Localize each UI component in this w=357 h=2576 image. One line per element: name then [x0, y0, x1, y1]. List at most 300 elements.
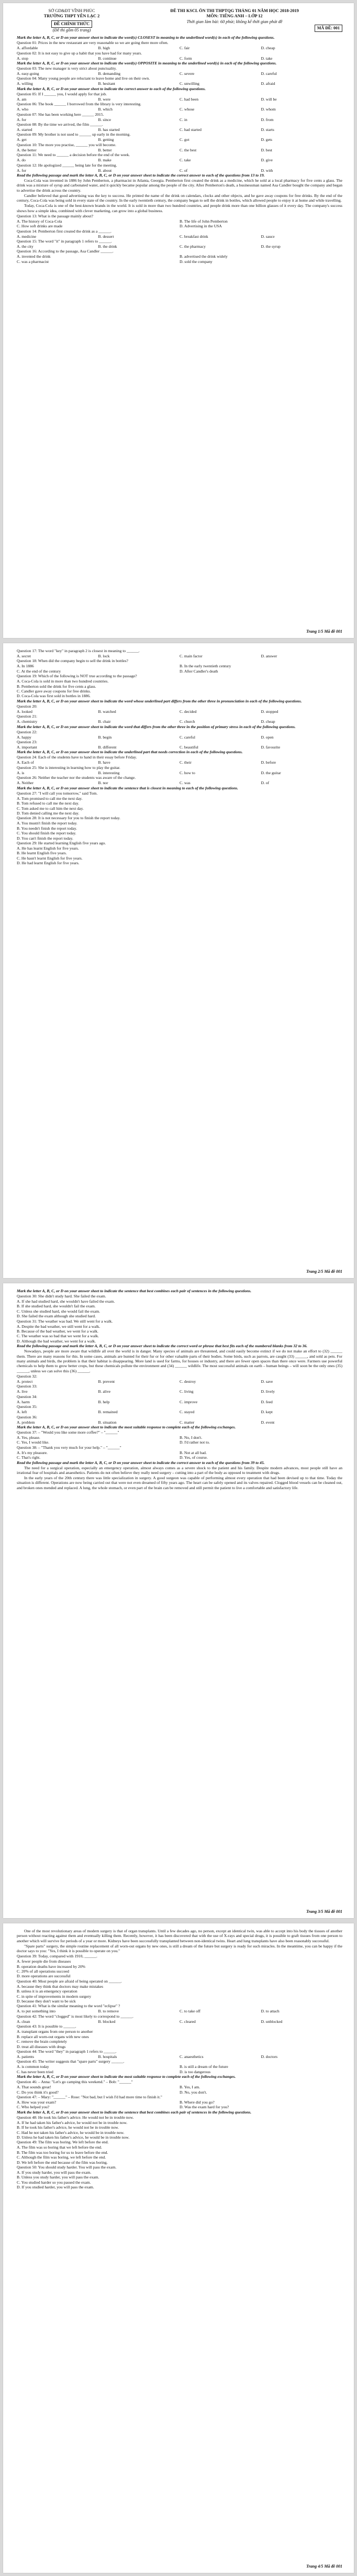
question-text: Question 09: My brother is not used to ______ up early in the morning. — [17, 132, 131, 137]
answer-option: B. situation — [98, 1419, 117, 1425]
answer-option: B. No, I don't. — [180, 1435, 203, 1440]
answer-option: B. replace all worn-out organs with new ones — [17, 2034, 89, 2039]
answer-options — [17, 780, 342, 785]
answer-options — [17, 1450, 342, 1460]
reading-passage: Today, Coca-Cola is one of the best-known brands in the world. It is sold in more than two hundred countries, and people drink more than one billion glasses of it every day. The company's success shows how a simple idea, combined with clever marketing, can grow into a global business. — [17, 203, 342, 213]
answer-option: B. You needn't finish the report today. — [17, 825, 77, 831]
question-text: Question 28: It is not necessary for you to finish the report today. — [17, 816, 120, 821]
answer-option: B. Pemberton sold the drink for five cents a glass. — [17, 684, 96, 689]
answer-option: D. sauce — [261, 234, 275, 239]
answer-options — [17, 254, 342, 264]
answer-option: B. Yes, I am. — [180, 2085, 200, 2090]
exam-time: Thời gian làm bài: 60 phút; không kể thời gian phát đề — [186, 19, 283, 24]
question-text: Question 31: The weather was bad. We still went for a walk. — [17, 1318, 113, 1324]
answer-option: A. am — [17, 96, 27, 102]
question-text: Question 26: Neither the teacher nor the students was aware of the change. — [17, 775, 136, 780]
answer-option: A. stop — [17, 56, 28, 61]
question-text: Question 06: The book ______ I borrowed from the library is very interesting. — [17, 102, 141, 107]
question-text: Question 05: If I ______ you, I would apply for that job. — [17, 91, 107, 96]
question-text: Question 27: "I will call you tomorrow," said Tom. — [17, 790, 98, 796]
answer-option: D. careful — [261, 71, 277, 76]
answer-options — [17, 846, 342, 866]
page-content — [17, 1929, 342, 2190]
answer-option: B. begin — [98, 734, 112, 740]
reading-passage: "Spare parts" surgery, the simple routine replacement of all worn-out organs by new ones, is still a dream of the future but surgery is ready for such miracles. In the meantime, you can be happy if the doctor says to you: "Yes, I think it is possible to operate on you." — [17, 1943, 342, 1954]
answer-options — [17, 234, 342, 239]
answer-option: C. improve — [180, 1399, 198, 1404]
answer-option: D. to attach — [261, 2009, 280, 2014]
answer-option: B. If she studied hard, she wouldn't fail the exam. — [17, 1304, 96, 1309]
question-text: Question 16: According to the passage, Asa Candler ______. — [17, 249, 114, 254]
answer-options — [17, 1299, 342, 1319]
answer-option: B. interesting — [98, 770, 120, 775]
question-text: Question 34: — [17, 1394, 38, 1399]
answer-option: A. Coca-Cola is sold in more than two hundred countries. — [17, 679, 109, 684]
answer-option: D. unblocked — [261, 2019, 283, 2024]
answer-options — [17, 1959, 342, 1979]
answer-option: C. in spite of improvements in modern surgery — [17, 1994, 92, 1999]
answer-options — [17, 158, 342, 162]
answer-option: D. cheap — [261, 719, 275, 724]
answer-option: B. unless it is an emergency operation — [17, 1989, 77, 1994]
answer-option: C. was a pharmacist — [17, 259, 49, 264]
answer-options — [17, 770, 342, 775]
section-directions: Mark the letter A, B, C, or D on your answer sheet to indicate the word(s) CLOSEST in meaning to the underlined word(s) in each of the following questions. — [17, 35, 275, 40]
answer-option: C. of — [180, 168, 188, 173]
answer-options — [17, 679, 342, 699]
answer-option: A. invented the drink — [17, 254, 51, 259]
answer-option: C. had been — [180, 96, 199, 102]
answer-option: A. is common today — [17, 2064, 49, 2069]
answer-option: A. important — [17, 745, 37, 750]
section-directions: Read the following passage and mark the letter A, B, C, or D on your answer sheet to indicate the correct word or phrase that best fits each of the numbered blanks from 32 to 36. — [17, 1344, 308, 1349]
answer-option: C. That's right. — [17, 1455, 41, 1460]
answer-option: D. Coca-Cola was first sold in bottles in 1886. — [17, 693, 91, 699]
answer-option: C. Although the film was boring, we left before the end. — [17, 2155, 106, 2160]
answer-option: A. chemistry — [17, 719, 38, 724]
page-content — [17, 1289, 342, 1490]
question-text: Question 13: What is the passage mainly about? — [17, 213, 94, 218]
answer-options — [17, 127, 342, 132]
answer-option: D. because they don't want to be sick — [17, 1999, 76, 2004]
answer-option: D. Although the bad weather, we went for a walk. — [17, 1338, 96, 1344]
answer-option: C. anaesthetics — [180, 2054, 204, 2059]
answer-option: A. Despite the bad weather, we still went for a walk. — [17, 1324, 101, 1329]
answer-option: B. hesitant — [98, 81, 115, 86]
reading-passage: Candler believed that good advertising was the key to success. He printed the name of the drink on calendars, clocks and other objects, and he gave away coupons for free drinks. By the end of the century, Coca-Cola was being sold in every state of the country. In the early twentieth century, the company began to sell the drink in bottles, which allowed people to enjoy it at home and while travelling. — [17, 193, 342, 203]
answer-option: A. Yes, please. — [17, 1435, 40, 1440]
reading-passage: Coca-Cola was invented in 1886 by John Pemberton, a pharmacist in Atlanta, Georgia. Pemberton first created the drink as a medicine, which he sold at a local pharmacy for five cents a glass. The drink was a mixture of syrup and carbonated water, and it quickly became popular among the people of the city. After Pemberton's death, a businessman named Asa Candler bought the company and began to advertise the drink across the country. — [17, 178, 342, 193]
answer-option: C. You should finish the report today. — [17, 831, 76, 836]
answer-option: D. starts — [261, 127, 274, 133]
answer-option: A. That sounds great! — [17, 2085, 51, 2090]
answer-options — [17, 2145, 342, 2165]
question-text: Question 29: He started learning English five years ago. — [17, 840, 106, 845]
page-content — [17, 35, 342, 264]
answer-option: B. chair — [98, 719, 111, 724]
answer-options — [17, 2064, 342, 2074]
section-directions: Mark the letter A, B, C, or D on your answer sheet to indicate the word(s) OPPOSITE in meaning to the underlined word(s) in each of the following questions. — [17, 61, 277, 65]
answer-option: B. advertised the drink widely — [180, 254, 228, 259]
question-text: Question 47: – Mary: "______" – Rose: "Not bad, but I wish I'd had more time to finish it." — [17, 2094, 162, 2099]
answer-option: C. Do you think it's good? — [17, 2089, 59, 2095]
answer-option: B. He learnt English five years. — [17, 851, 67, 856]
page-footer: Trang 2/5 Mã đề 001 — [306, 1269, 342, 1274]
answer-option: C. Yes, I would like. — [17, 1440, 50, 1445]
answer-option: A. If she had studied hard, she wouldn't have failed the exam. — [17, 1299, 115, 1304]
answer-option: D. treat all diseases with drugs — [17, 2044, 66, 2049]
answer-options — [17, 760, 342, 765]
question-text: Question 03: The new manager is very strict about punctuality. — [17, 66, 117, 71]
answer-option: D. will be — [261, 96, 277, 102]
exam-page-2 — [3, 643, 354, 1278]
answer-options — [17, 821, 342, 841]
section-directions: Mark the letter A, B, C, or D on your answer sheet to indicate the word whose underlined part differs from the other three in pronunciation in each of the following questions. — [17, 698, 302, 703]
answer-option: C. take — [180, 158, 191, 163]
answer-option: C. form — [180, 56, 192, 61]
answer-option: C. got — [180, 137, 189, 142]
answer-options — [17, 46, 342, 50]
answer-option: C. The weather was so bad that we went for a walk. — [17, 1334, 99, 1339]
answer-option: D. answer — [261, 654, 277, 658]
answer-option: B. high — [98, 46, 110, 51]
answer-options — [17, 137, 342, 142]
answer-option: A. harm — [17, 1399, 30, 1404]
answer-option: A. easy-going — [17, 71, 39, 76]
answer-option: A. fewer people die from diseases — [17, 1959, 71, 1964]
question-text: Question 35: — [17, 1404, 38, 1410]
answer-option: A. the city — [17, 244, 34, 249]
answer-options — [17, 2019, 342, 2024]
answer-option: C. At the end of the century — [17, 668, 61, 674]
answer-option: D. the syrup — [261, 244, 281, 249]
answer-option: B. about — [98, 168, 112, 173]
answer-option: B. blocked — [98, 2019, 116, 2024]
answer-option: D. feed — [261, 1399, 273, 1404]
answer-option: C. breakfast drink — [180, 234, 208, 239]
answer-option: C. church — [180, 719, 195, 724]
answer-options — [17, 709, 342, 714]
answer-option: B. is still a dream of the future — [180, 2064, 228, 2069]
answer-option: C. You studied harder so you passed the exam. — [17, 2179, 91, 2185]
question-text: Question 10: The more you practise, ______ you will become. — [17, 142, 116, 147]
question-text: Question 22: — [17, 729, 38, 734]
answer-option: C. has never been tried — [17, 2069, 53, 2074]
question-text: Question 20: — [17, 703, 38, 709]
answer-option: B. demanding — [98, 71, 121, 76]
page-footer: Trang 3/5 Mã đề 001 — [306, 1909, 342, 1914]
answer-option: C. stayed — [180, 1410, 195, 1415]
question-text: Question 19: Which of the following is NOT true according to the passage? — [17, 674, 137, 679]
answer-option: C. How soft drinks are made — [17, 224, 63, 229]
answer-option: B. the drink — [98, 244, 117, 249]
answer-option: B. prevent — [98, 1379, 115, 1384]
answer-option: D. sold the company — [180, 259, 213, 264]
question-text: Question 04: Many young people are reluctant to leave home and live on their own. — [17, 76, 150, 81]
answer-option: B. has started — [98, 127, 120, 133]
answer-option: B. since — [98, 117, 111, 122]
answer-option: C. Candler gave away coupons for free drinks. — [17, 689, 91, 694]
answer-option: A. The film was so boring that we left before the end. — [17, 2145, 102, 2150]
exam-header — [17, 8, 342, 33]
answer-option: C. how to — [180, 770, 195, 775]
answer-option: A. happy — [17, 734, 31, 740]
answer-options — [17, 2085, 342, 2095]
answer-option: A. the better — [17, 147, 37, 152]
answer-option: C. the best — [180, 147, 197, 152]
reading-passage: Nowadays, people are more aware that wildlife all over the world is in danger. Many species of animals are threatened, and could easily become extinct if we do not make an effort to (32) ______ them. There are many reasons for this. In some cases, animals are hunted for their fur or for other valuable parts of their bodies. Some birds, such as parrots, are caught (33) ______, and sold as pets. For many animals and birds, the problem is that their habitat is disappearing. More land is used for farms, for houses or industry, and there are fewer open spaces than there once were. Farmers use powerful chemicals to help them to grow better crops, but these chemicals pollute the environment and (34) ______ wildlife. The most successful animals on earth – human beings – will soon be the only ones (35) ______, unless we can solve this (36) ______. — [17, 1349, 342, 1373]
answer-option: D. kept — [261, 1410, 273, 1415]
answer-option: A. is — [17, 770, 25, 775]
answer-options — [17, 148, 342, 152]
reading-passage: One of the most revolutionary areas of modern surgery is that of organ transplants. Until a few decades ago, no person, except an identical twin, was able to accept into his body the tissues of another person without reacting against them and eventually killing them. Recently, however, it has been discovered that with the use of X-rays and special drugs, it is possible to graft tissues from one person to another which will survive for periods of a year or more. Kidneys have been successfully transplanted between non-identical twins. Heart and lung transplants have also been reasonably successful. — [17, 1929, 342, 1943]
answer-option: B. Unless you study harder, you will pass the exam. — [17, 2175, 99, 2180]
answer-option: A. get — [17, 137, 27, 142]
exam-page-1 — [3, 3, 354, 638]
answer-option: C. their — [180, 760, 192, 765]
answer-options — [17, 1435, 342, 1445]
answer-option: C. 20% of all operations succeed — [17, 1969, 69, 1974]
answer-option: A. protect — [17, 1379, 33, 1384]
question-text: Question 18: When did the company begin to sell the drink in bottles? — [17, 658, 128, 664]
answer-options — [17, 735, 342, 740]
answer-option: B. make — [98, 158, 111, 163]
answer-option: C. unwilling — [180, 81, 199, 86]
answer-option: C. fair — [180, 46, 190, 51]
question-text: Question 21: — [17, 714, 38, 719]
answer-option: D. He had learnt English for five years. — [17, 861, 80, 866]
answer-options — [17, 654, 342, 658]
answer-option: C. living — [180, 1389, 194, 1394]
section-directions: Mark the letter A, B, C, or D on your answer sheet to indicate the underlined part that needs correction in each of the following questions. — [17, 750, 243, 755]
answer-option: C. to take off — [180, 2009, 200, 2014]
answer-option: B. to remove — [98, 2009, 119, 2014]
page-footer: Trang 1/5 Mã đề 001 — [306, 629, 342, 634]
question-text: Question 01: Prices in the new restaurant are very reasonable so we are going there more often. — [17, 40, 169, 46]
answer-options — [17, 1420, 342, 1425]
question-text: Question 15: The word "it" in paragraph 1 refers to ______. — [17, 238, 112, 244]
question-text: Question 50: You should study harder. You will pass the exam. — [17, 2165, 117, 2170]
answer-option: D. cheap — [261, 46, 275, 51]
answer-option: B. better — [98, 147, 112, 152]
answer-option: A. How was your exam? — [17, 2099, 57, 2105]
question-text: Question 14: Pemberton first created the drink as a ______. — [17, 228, 111, 234]
answer-option: D. Tom denied calling me the next day. — [17, 810, 80, 816]
answer-option: B. remained — [98, 1410, 118, 1415]
answer-option: D. gets — [261, 137, 273, 142]
answer-option: A. Tom promised to call me the next day. — [17, 796, 83, 801]
answer-options — [17, 2120, 342, 2140]
answer-options — [17, 81, 342, 86]
answer-option: C. severe — [180, 71, 195, 76]
answer-option: A. If you study harder, you will pass the exam. — [17, 2170, 92, 2175]
section-directions: Read the following passage and mark the letter A, B, C, or D on your answer sheet to indicate the correct answer to each of the questions from 39 to 45. — [17, 1460, 265, 1465]
answer-option: A. to put something into — [17, 2009, 56, 2014]
answer-option: A. He has learnt English for five years. — [17, 845, 79, 851]
answer-option: B. were — [98, 96, 111, 102]
question-text: Question 33: — [17, 1384, 38, 1389]
question-text: Question 25: She is interesting in learning how to play the guitar. — [17, 765, 120, 770]
answer-options — [17, 1984, 342, 2004]
answer-option: B. operation deaths have increased by 20% — [17, 1964, 85, 1969]
page-footer: Trang 4/5 Mã đề 001 — [306, 2564, 342, 2569]
section-directions: Mark the letter A, B, C, or D on your answer sheet to indicate the sentence that best combines each pair of sentences in the following questions. — [17, 1289, 252, 1293]
answer-option: D. is too dangerous — [180, 2069, 211, 2074]
answer-option: B. Because of the bad weather, we went for a walk. — [17, 1329, 98, 1334]
answer-option: C. was — [180, 780, 191, 786]
answer-option: C. Tom asked me to call him the next day. — [17, 806, 84, 811]
answer-option: A. Neither — [17, 780, 34, 786]
exam-page-4 — [3, 1923, 354, 2573]
answer-option: A. patients — [17, 2054, 34, 2059]
answer-option: D. Was the exam hard for you? — [180, 2105, 229, 2110]
answer-option: B. lock — [98, 654, 110, 658]
question-text: Question 24: Each of the students have to hand in their essay before Friday. — [17, 755, 137, 760]
answer-option: B. alive — [98, 1389, 111, 1394]
question-text: Question 23: — [17, 740, 38, 745]
answer-options — [17, 745, 342, 750]
answer-options — [17, 107, 342, 112]
question-text: Question 11: We need to ______ a decision before the end of the week. — [17, 152, 130, 158]
answer-option: C. Had he not taken his father's advice, he would be in trouble now. — [17, 2130, 125, 2135]
answer-option: D. from — [261, 117, 274, 122]
school-name: TRƯỜNG THPT YÊN LẠC 2 — [43, 14, 100, 19]
answer-option: C. the pharmacy — [180, 244, 206, 249]
answer-options — [17, 97, 342, 102]
answer-options — [17, 168, 342, 173]
answer-option: D. Yes, of course. — [180, 1455, 208, 1460]
answer-option: D. open — [261, 734, 274, 740]
exam-subject: MÔN: TIẾNG ANH – LỚP 12 — [206, 14, 263, 19]
school-department: SỞ GD&ĐT VĨNH PHÚC — [48, 8, 95, 13]
answer-option: A. affordable — [17, 46, 38, 51]
answer-option: D. doctors — [261, 2054, 278, 2059]
answer-option: D. before — [261, 760, 276, 765]
answer-options — [17, 219, 342, 229]
answer-option: C. cleared — [180, 2019, 196, 2024]
question-text: Question 42: The word "clogged" is most likely to correspond to ______. — [17, 2013, 133, 2019]
answer-options — [17, 2009, 342, 2013]
answer-option: D. favourite — [261, 745, 281, 750]
answer-option: D. more operations are successful — [17, 1974, 71, 1979]
reading-passage: In the early years of the 20th century there was little specialization in surgery. A good surgeon was capable of performing almost every operation that had been devised up to that time. Today the situation is different. Operations are now being carried out that were not even dreamed of fifty years ago. The heart can be safely opened and its valves repaired. Clogged blood vessels can be cleaned out, and broken ones mended and replaced. A lung, the whole stomach, or even part of the brain can be removed and still permit the patient to live a comfortable and satisfactory life. — [17, 1475, 342, 1490]
question-text: Question 39: Today, compared with 1910, ______. — [17, 1954, 97, 1959]
question-text: Question 02: It is not easy to give up a habit that you have had for many years. — [17, 50, 142, 56]
answer-option: D. After Candler's death — [180, 668, 218, 674]
answer-option: C. in — [180, 117, 187, 122]
answer-option: A. left — [17, 1410, 27, 1415]
answer-option: A. Each of — [17, 760, 34, 765]
section-directions: Mark the letter A, B, C, or D on your answer sheet to indicate the most suitable response to complete each of the following exchanges. — [17, 2074, 236, 2079]
question-text: Question 30: She didn't study hard. She failed the exam. — [17, 1294, 106, 1298]
answer-option: D. of — [261, 780, 270, 786]
answer-option: B. hospitals — [98, 2054, 117, 2059]
answer-option: D. take — [261, 56, 273, 61]
answer-option: C. Unless she studied hard, she would fail the exam. — [17, 1308, 101, 1314]
answer-option: C. Who helped you? — [17, 2105, 50, 2110]
answer-option: A. for — [17, 117, 27, 122]
answer-option: A. clean — [17, 2019, 30, 2024]
section-directions: Mark the letter A, B, C, or D on your answer sheet to indicate the sentence that is closest in meaning to each of the following questions. — [17, 785, 238, 790]
answer-option: D. give — [261, 158, 273, 163]
answer-option: B. dessert — [98, 234, 114, 239]
answer-options — [17, 1379, 342, 1384]
answer-options — [17, 117, 342, 122]
answer-option: A. It's my pleasure. — [17, 1450, 48, 1455]
answer-options — [17, 2054, 342, 2059]
answer-options — [17, 796, 342, 816]
answer-options — [17, 719, 342, 724]
section-directions: Mark the letter A, B, C, or D on your answer sheet to indicate the sentence that best combines each pair of sentences in the following questions. — [17, 2109, 252, 2115]
page-count-note: (Đề thi gồm 05 trang) — [52, 27, 91, 32]
answer-option: B. different — [98, 745, 117, 750]
answer-option: D. the guitar — [261, 770, 281, 775]
answer-option: A. secret — [17, 654, 31, 658]
answer-option: D. Unless he had taken his father's advice, he would be in trouble now. — [17, 2134, 130, 2140]
answer-option: B. In the early twentieth century — [180, 664, 231, 669]
answer-option: B. have — [98, 760, 110, 765]
answer-option: D. with — [261, 168, 273, 173]
question-text: Question 37: – "Would you like some more coffee?" – "______" — [17, 1429, 119, 1435]
answer-option: D. whom — [261, 107, 276, 112]
answer-option: D. You can't finish the report today. — [17, 835, 73, 841]
answer-options — [17, 2170, 342, 2190]
answer-option: A. medicine — [17, 234, 37, 239]
answer-options — [17, 71, 342, 76]
question-text: Question 07: She has been working here ______ 2015. — [17, 112, 104, 117]
answer-option: C. had started — [180, 127, 202, 133]
answer-option: A. for — [17, 168, 27, 173]
answer-options — [17, 1410, 342, 1414]
answer-option: B. Where did you go? — [180, 2099, 215, 2105]
answer-option: D. best — [261, 147, 273, 152]
answer-option: D. afraid — [261, 81, 275, 86]
answer-options — [17, 1324, 342, 1344]
answer-option: D. We left before the end because of the film was boring. — [17, 2160, 108, 2165]
answer-option: B. Tom refused to call me the next day. — [17, 801, 80, 806]
question-text: Question 36: — [17, 1414, 38, 1419]
answer-option: B. watched — [98, 709, 116, 714]
question-text: Question 41: What is the similar meaning to the word "eclipse" ? — [17, 2003, 120, 2009]
exam-page-3 — [3, 1283, 354, 1918]
reading-passage: The need for a surgical operation, especially an emergency operation, almost always comes as a severe shock to the patient and his family. Despite modern advances, most people still have an irrational fear of hospitals and anaesthetics. Patients do not often believe they really need surgery – cutting into a part of the body as opposed to treatment with drugs. — [17, 1465, 342, 1475]
answer-options — [17, 2029, 342, 2049]
answer-option: C. main factor — [180, 654, 203, 658]
question-text: Question 40: Most people are afraid of being operated on ______. — [17, 1978, 122, 1984]
answer-options — [17, 1389, 342, 1394]
answer-option: A. You mustn't finish the report today. — [17, 821, 77, 826]
exam-code: MÃ ĐỀ: 001 — [315, 25, 342, 32]
answer-option: A. who — [17, 107, 29, 112]
section-directions: Read the following passage and mark the letter A, B, C, or D on your answer sheet to indicate the correct answer to each of the questions from 13 to 19. — [17, 173, 265, 178]
answer-option: A. looked — [17, 709, 32, 714]
answer-option: C. matter — [180, 1419, 195, 1425]
answer-option: C. whose — [180, 107, 195, 112]
answer-option: A. In 1886 — [17, 664, 34, 669]
page-content — [17, 648, 342, 866]
answer-options — [17, 244, 342, 249]
question-text: Question 45: The writer suggests that "spare parts" surgery ______. — [17, 2059, 125, 2064]
answer-option: D. I'd rather not to. — [180, 1440, 210, 1445]
answer-option: B. help — [98, 1399, 110, 1404]
question-text: Question 08: By the time we arrived, the film ______. — [17, 122, 103, 127]
answer-option: A. because they think that doctors may make mistakes — [17, 1984, 104, 1989]
answer-option: D. She failed the exam although she studied hard. — [17, 1314, 96, 1319]
answer-option: A. transplant organs from one person to another — [17, 2029, 93, 2034]
answer-option: D. No, you don't. — [180, 2089, 207, 2095]
answer-options — [17, 1400, 342, 1404]
answer-option: B. Not at all bad. — [180, 1450, 207, 1455]
